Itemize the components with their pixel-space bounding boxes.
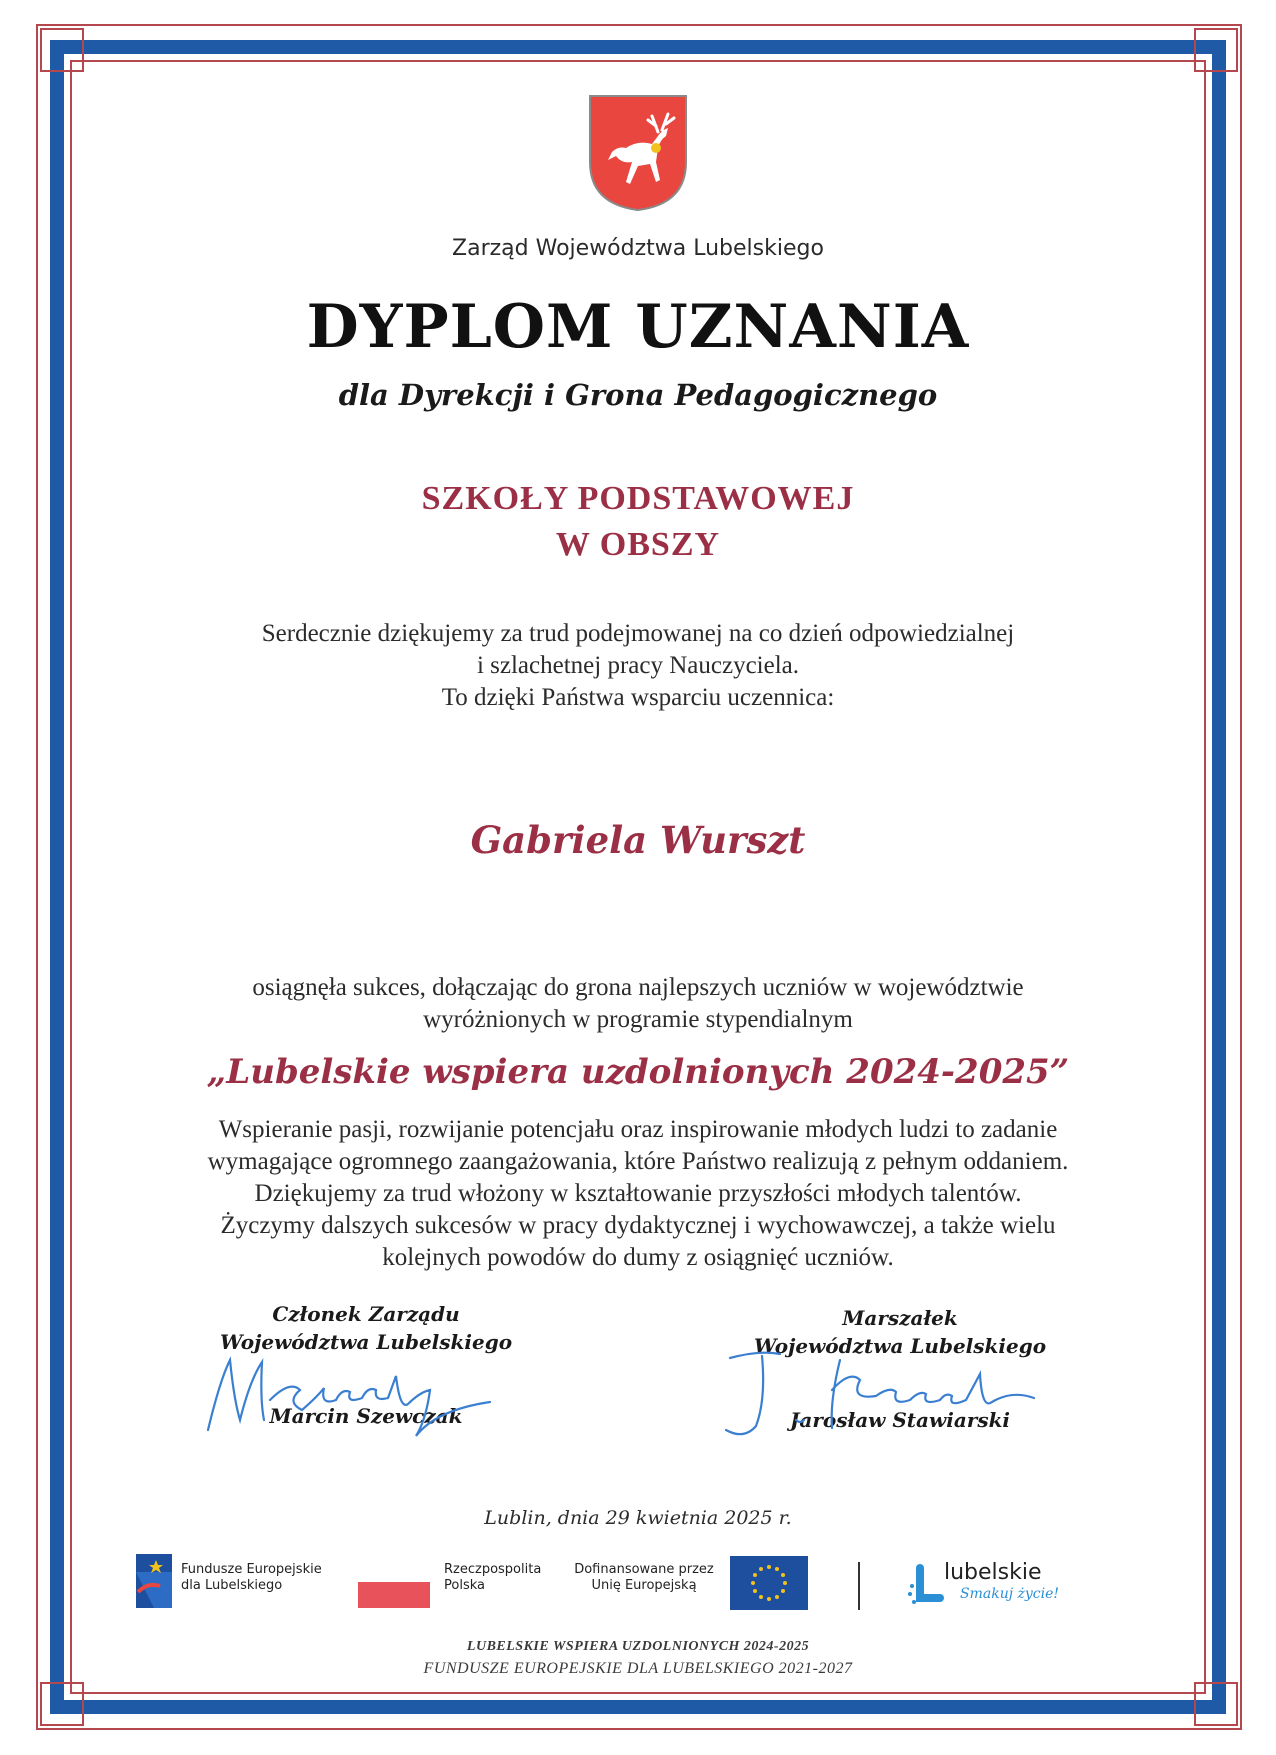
logo-divider <box>858 1562 860 1610</box>
lubelskie-slogan: Smakuj życie! <box>960 1586 1060 1602</box>
fe-logo-text <box>181 1562 322 1594</box>
school-name-line2: W OBSZY <box>555 526 721 563</box>
fe-logo-line2: dla Lubelskiego <box>181 1578 283 1593</box>
closing-line-2: wymagające ogromnego zaangażowania, które Państwo realizują z pełnym oddaniem. <box>207 1148 1069 1175</box>
corner-ornament-bottom-left <box>40 1682 84 1726</box>
lubelskie-coat-of-arms-icon <box>586 92 690 214</box>
closing-line-4: Życzymy dalszych sukcesów w pracy dydaktycznej i wychowawczej, a także wielu <box>220 1212 1056 1239</box>
polish-flag-icon <box>358 1582 430 1608</box>
school-name-line1: SZKOŁY PODSTAWOWEJ <box>421 480 855 517</box>
signatory-right-role2: Województwa Lubelskiego <box>753 1334 1047 1358</box>
intro-line-2: i szlachetnej pracy Nauczyciela. <box>476 652 800 679</box>
diploma-subtitle: dla Dyrekcji i Grona Pedagogicznego <box>338 378 938 412</box>
rp-logo-line1: Rzeczpospolita <box>444 1562 542 1577</box>
intro-line-3: To dzięki Państwa wsparciu uczennica: <box>441 684 835 711</box>
fe-logo-line1: Fundusze Europejskie <box>181 1562 322 1577</box>
issuer-name: Zarząd Województwa Lubelskiego <box>452 236 824 261</box>
fundusze-europejskie-logo-icon <box>134 1552 174 1610</box>
rp-logo-text <box>444 1562 541 1594</box>
date-place: Lublin, dnia 29 kwietnia 2025 r. <box>484 1507 792 1529</box>
intro-line-1: Serdecznie dziękujemy za trud podejmowanej na co dzień odpowiedzialnej <box>261 620 1015 647</box>
corner-ornament-top-right <box>1194 28 1238 72</box>
student-name: Gabriela Wurszt <box>470 818 806 862</box>
signatory-left-name: Marcin Szewczak <box>269 1404 463 1428</box>
program-name: „Lubelskie wspiera uzdolnionych 2024-2025” <box>206 1052 1070 1092</box>
closing-line-1: Wspieranie pasji, rozwijanie potencjału oraz inspirowanie młodych ludzi to zadanie <box>218 1116 1058 1143</box>
eu-logo-line2: Unię Europejską <box>591 1578 697 1593</box>
corner-ornament-bottom-right <box>1194 1682 1238 1726</box>
signature-left-handwritten <box>190 1340 520 1450</box>
eu-logo-line1: Dofinansowane przez <box>574 1562 714 1577</box>
signatory-right-role1: Marszałek <box>842 1306 958 1330</box>
signatory-left-role1: Członek Zarządu <box>272 1302 460 1326</box>
lubelskie-brand-text: lubelskie <box>944 1560 1042 1585</box>
footer-program-line: LUBELSKIE WSPIERA UZDOLNIONYCH 2024-2025 <box>466 1639 810 1654</box>
eu-logo-text <box>574 1562 714 1594</box>
eu-flag-icon <box>730 1556 808 1610</box>
corner-ornament-top-left <box>40 28 84 72</box>
signature-right-handwritten <box>700 1340 1060 1450</box>
achievement-line-1: osiągnęła sukces, dołączając do grona najlepszych uczniów w województwie <box>252 974 1024 1001</box>
footer-funds-line: FUNDUSZE EUROPEJSKIE DLA LUBELSKIEGO 2021-2027 <box>423 1660 853 1677</box>
achievement-line-2: wyróżnionych w programie stypendialnym <box>423 1006 853 1033</box>
signatory-right-name: Jarosław Stawiarski <box>789 1408 1011 1432</box>
rp-logo-line2: Polska <box>444 1578 485 1593</box>
signatory-left-role2: Województwa Lubelskiego <box>219 1330 513 1354</box>
diploma-title: DYPLOM UZNANIA <box>306 292 970 362</box>
closing-line-5: kolejnych powodów do dumy z osiągnięć uczniów. <box>382 1244 894 1271</box>
closing-line-3: Dziękujemy za trud włożony w kształtowanie przyszłości młodych talentów. <box>254 1180 1022 1207</box>
